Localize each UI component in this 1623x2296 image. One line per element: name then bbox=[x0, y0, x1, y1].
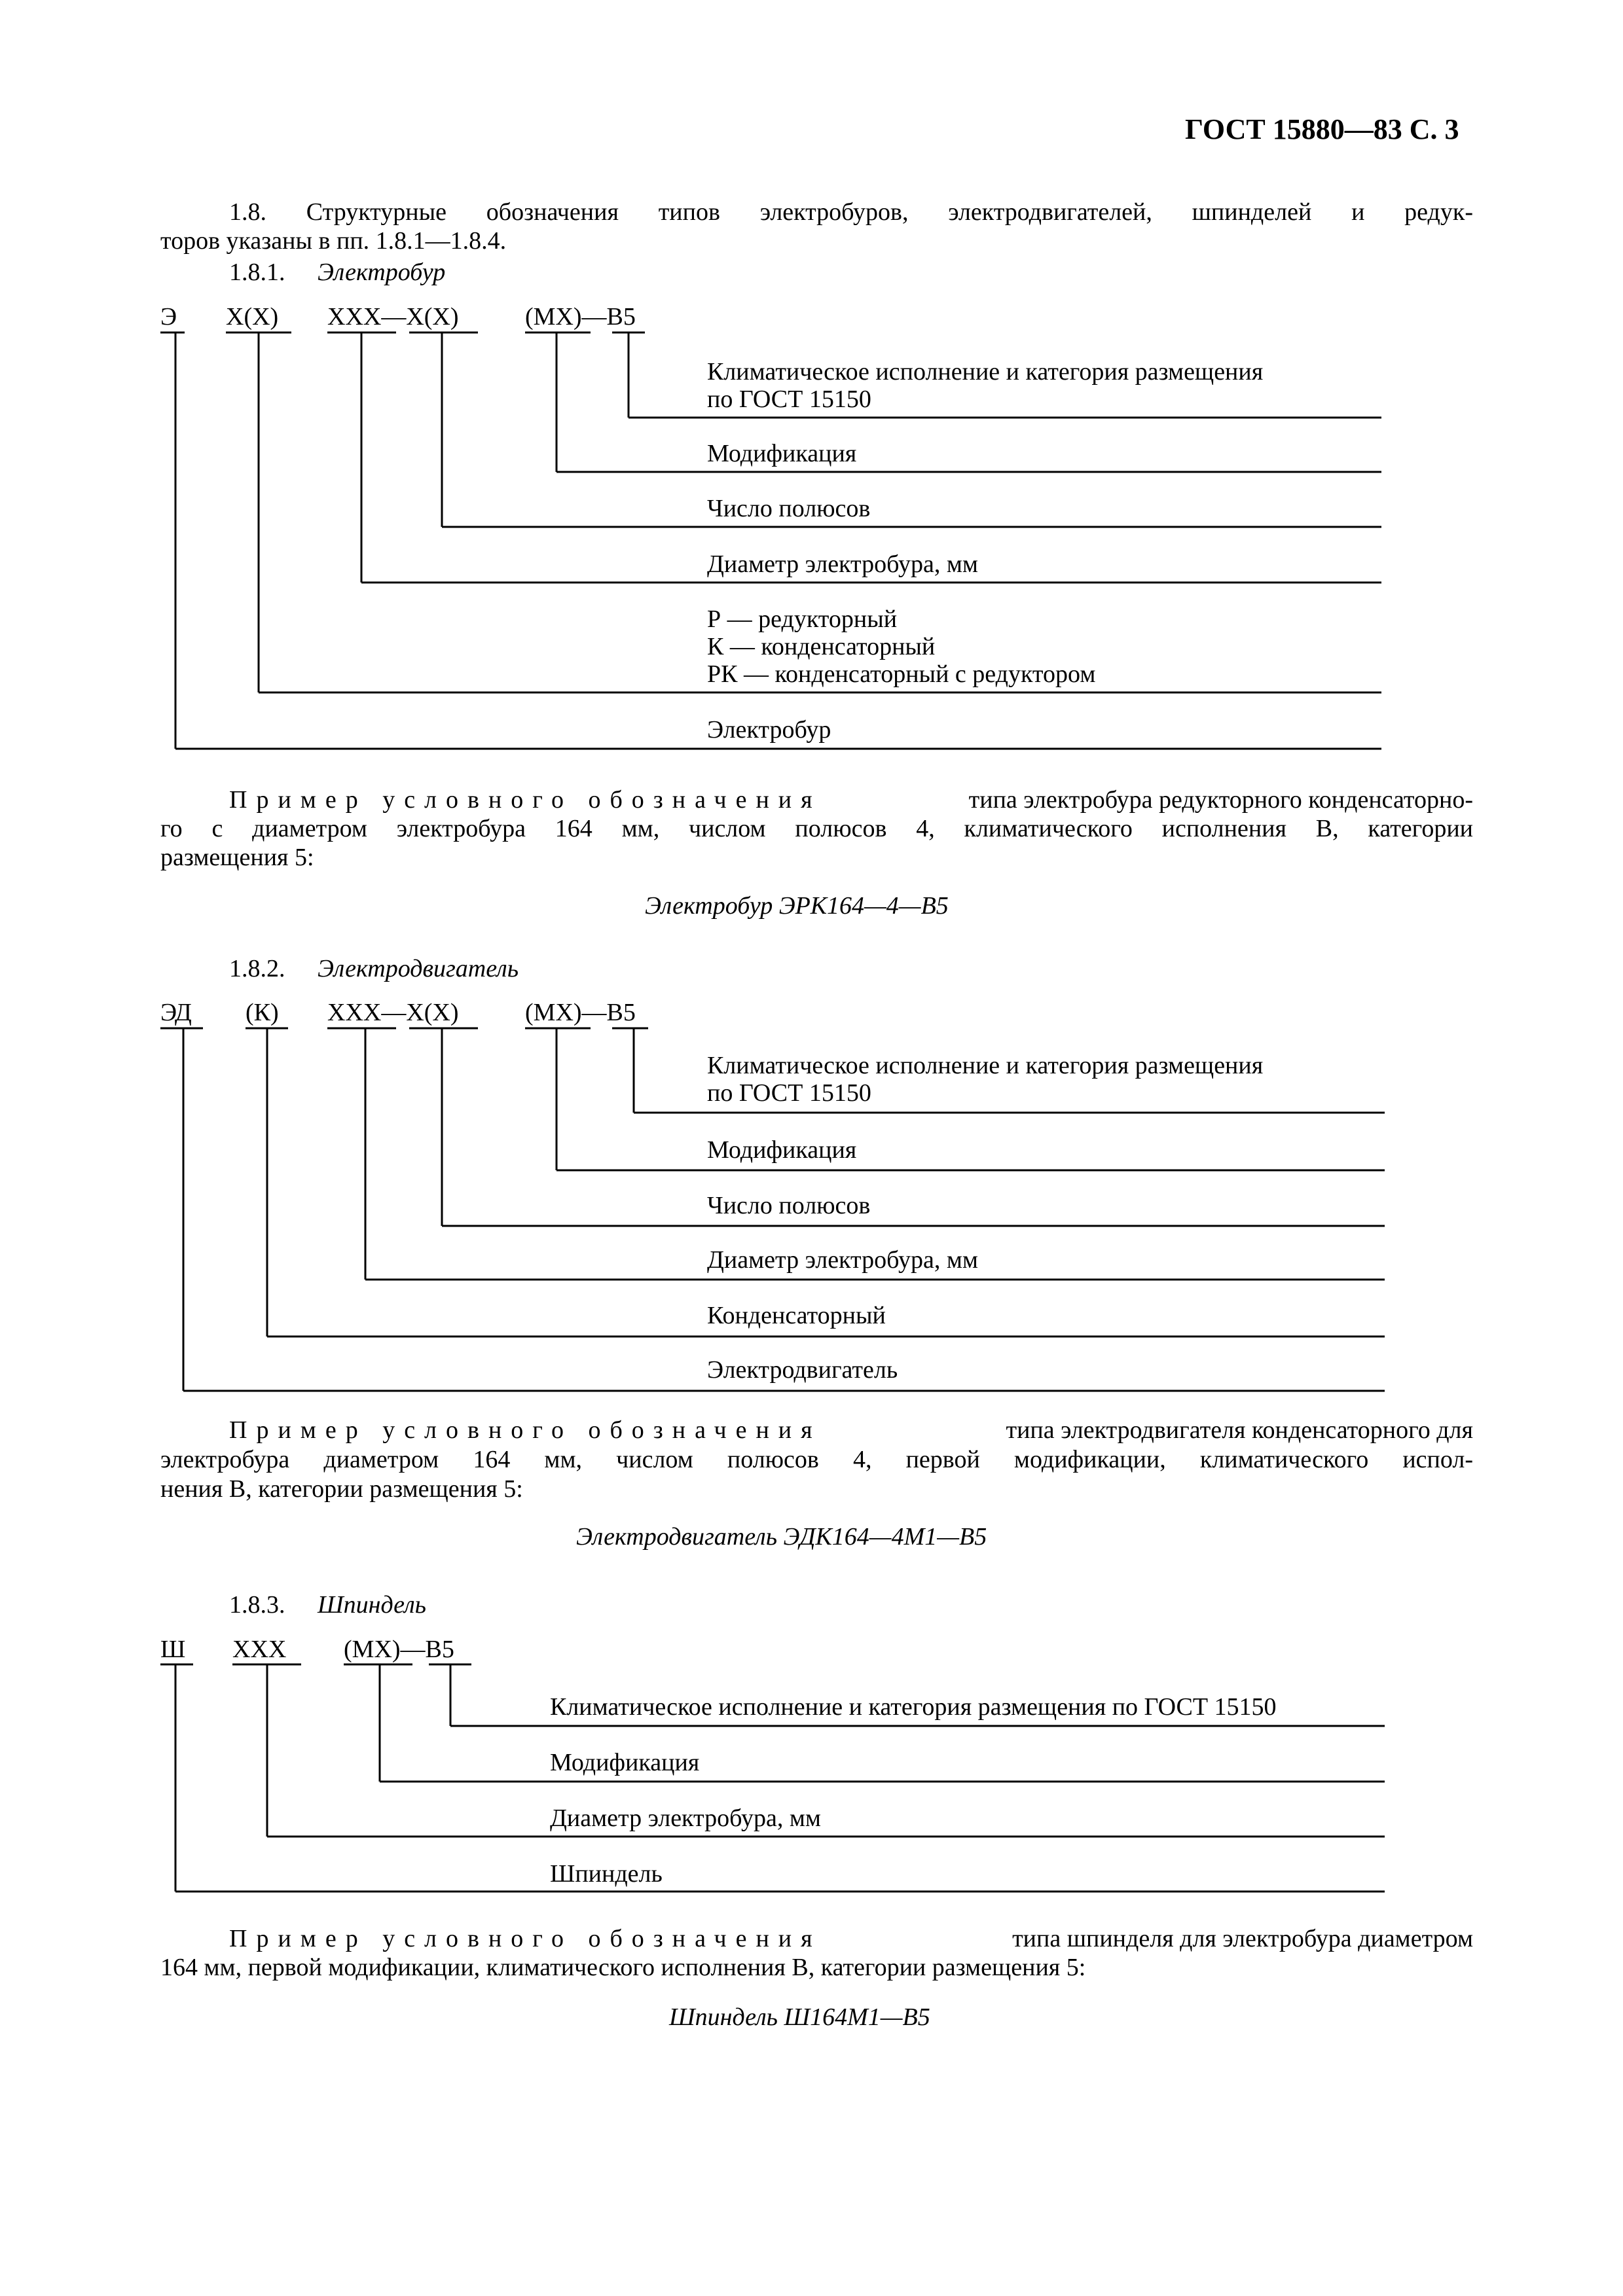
section-2-title: Электродвигатель bbox=[318, 955, 519, 982]
s1-item-type-2: К — конденсаторный bbox=[707, 633, 936, 660]
s1-item-poles: Число полюсов bbox=[707, 495, 871, 522]
section-1-title: Электробур bbox=[318, 259, 446, 286]
s2-example-lead: Пример условного обозначения bbox=[229, 1416, 822, 1444]
s3-item-name: Шпиндель bbox=[550, 1860, 663, 1888]
s2-example-line-2: электробура диаметром 164 мм, числом полюсов 4, первой модификации, климатического испол- bbox=[160, 1446, 1473, 1473]
s1-item-climate-2: по ГОСТ 15150 bbox=[707, 386, 871, 413]
s2-code-4: (МХ)—В5 bbox=[525, 999, 636, 1026]
s1-example-rest: типа электробура редукторного конденсаторно- bbox=[968, 786, 1473, 814]
s2-item-modification: Модификация bbox=[707, 1136, 857, 1164]
s1-code-1: Э bbox=[160, 303, 177, 331]
s3-code-3: (МХ)—В5 bbox=[344, 1636, 454, 1663]
s3-item-modification: Модификация bbox=[550, 1749, 700, 1776]
s2-item-name: Электродвигатель bbox=[707, 1356, 898, 1384]
s1-code-4: (МХ)—В5 bbox=[525, 303, 636, 331]
s1-item-climate-1: Климатическое исполнение и категория размещения bbox=[707, 358, 1264, 386]
s1-item-type-3: РК — конденсаторный с редуктором bbox=[707, 660, 1096, 688]
s1-designation: Электробур ЭРК164—4—В5 bbox=[645, 892, 949, 920]
s1-example-line-3: размещения 5: bbox=[160, 844, 314, 871]
s1-item-type-1: Р — редукторный bbox=[707, 605, 898, 633]
s2-code-1: ЭД bbox=[160, 999, 192, 1026]
intro-line-2: торов указаны в пп. 1.8.1—1.8.4. bbox=[160, 227, 507, 255]
intro-line-1: 1.8. Структурные обозначения типов электробуров, электродвигателей, шпинделей и редук- bbox=[229, 198, 1473, 226]
s3-example-rest: типа шпинделя для электробура диаметром bbox=[1012, 1925, 1473, 1952]
s2-item-climate-1: Климатическое исполнение и категория размещения bbox=[707, 1052, 1264, 1079]
s1-code-2: Х(Х) bbox=[226, 303, 279, 331]
s2-example-line-3: нения В, категории размещения 5: bbox=[160, 1475, 523, 1503]
section-3-number: 1.8.3. bbox=[229, 1591, 285, 1619]
s2-item-condenser: Конденсаторный bbox=[707, 1302, 886, 1329]
s1-item-diameter: Диаметр электробура, мм bbox=[707, 550, 978, 578]
s2-item-climate-2: по ГОСТ 15150 bbox=[707, 1079, 871, 1107]
s3-example-line-2: 164 мм, первой модификации, климатического исполнения В, категории размещения 5: bbox=[160, 1954, 1086, 1981]
page-header: ГОСТ 15880—83 С. 3 bbox=[1185, 113, 1459, 145]
s3-item-climate: Климатическое исполнение и категория размещения по ГОСТ 15150 bbox=[550, 1693, 1277, 1721]
s3-code-2: ХХХ bbox=[232, 1636, 287, 1663]
s3-item-diameter: Диаметр электробура, мм bbox=[550, 1804, 821, 1832]
s3-code-1: Ш bbox=[160, 1636, 186, 1663]
s1-example-line-2: го с диаметром электробура 164 мм, числом полюсов 4, климатического исполнения В, категории bbox=[160, 815, 1473, 842]
s2-code-3: ХХХ—Х(Х) bbox=[327, 999, 459, 1026]
s2-example-rest: типа электродвигателя конденсаторного для bbox=[1006, 1416, 1473, 1444]
s3-example-line-1 bbox=[229, 1926, 1473, 1952]
section-3-title: Шпиндель bbox=[318, 1591, 426, 1619]
s1-item-modification: Модификация bbox=[707, 440, 857, 467]
s2-designation: Электродвигатель ЭДК164—4М1—В5 bbox=[576, 1523, 987, 1551]
s1-example-lead: Пример условного обозначения bbox=[229, 786, 822, 814]
s2-code-2: (К) bbox=[246, 999, 279, 1026]
s1-code-3: ХХХ—Х(Х) bbox=[327, 303, 459, 331]
section-1-number: 1.8.1. bbox=[229, 259, 285, 286]
s2-item-diameter: Диаметр электробура, мм bbox=[707, 1246, 978, 1274]
s2-item-poles: Число полюсов bbox=[707, 1192, 871, 1219]
s1-item-name: Электробур bbox=[707, 716, 831, 744]
s3-designation: Шпиндель Ш164М1—В5 bbox=[669, 2003, 930, 2031]
section-2-number: 1.8.2. bbox=[229, 955, 285, 982]
s3-example-lead: Пример условного обозначения bbox=[229, 1925, 822, 1952]
